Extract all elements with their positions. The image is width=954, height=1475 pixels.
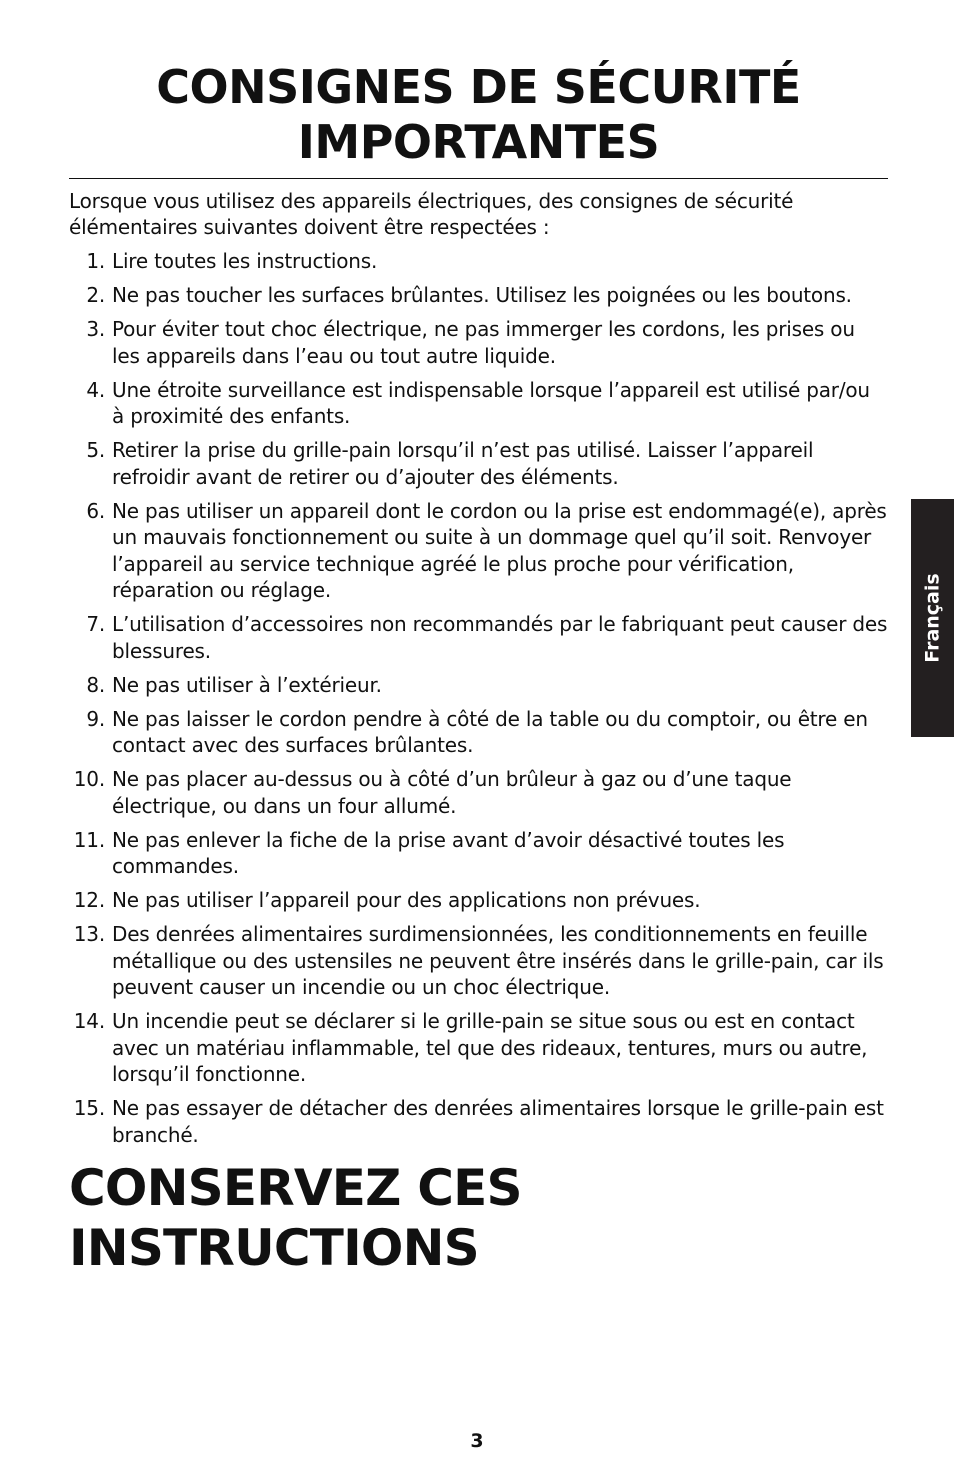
item-number: 11.: [73, 827, 105, 852]
instruction-item: [69, 611, 888, 664]
item-text: Ne pas enlever la fiche de la prise avant d’avoir désactivé toutes les commandes.: [112, 827, 785, 878]
item-number: 6.: [86, 498, 105, 523]
item-number: 15.: [73, 1096, 105, 1120]
item-number: 1.: [86, 249, 105, 273]
item-text: L’utilisation d’accessoires non recommandés par le fabriquant peut causer des blessures.: [112, 612, 888, 663]
page-number: 3: [470, 1430, 484, 1452]
instruction-item: [69, 827, 888, 880]
item-number: 5.: [86, 438, 105, 462]
title-divider: [69, 178, 888, 179]
item-text: Ne pas utiliser à l’extérieur.: [112, 672, 382, 697]
item-number: 3.: [86, 317, 105, 341]
item-text: Des denrées alimentaires surdimensionnées, les conditionnements en feuille métallique ou des ustensiles ne peuvent être insérés dans le grille-pain, car ils peuvent causer un incendie ou un choc électrique.: [112, 922, 884, 999]
item-text: Retirer la prise du grille-pain lorsqu’il n’est pas utilisé. Laisser l’appareil refroidir avant de retirer ou d’ajouter des éléments.: [112, 438, 814, 489]
document-page: [69, 60, 888, 1278]
instruction-item: [69, 887, 888, 914]
page-title: [69, 60, 888, 170]
item-number: 13.: [73, 922, 105, 946]
item-text: Ne pas laisser le cordon pendre à côté de la table ou du comptoir, ou être en contact avec des surfaces brûlantes.: [112, 706, 868, 757]
intro-paragraph: Lorsque vous utilisez des appareils électriques, des consignes de sécurité élémentaires suivantes doivent être respectées :: [69, 189, 794, 239]
item-number: 7.: [86, 612, 105, 636]
instruction-item: [69, 282, 888, 309]
item-text: Ne pas placer au-dessus ou à côté d’un brûleur à gaz ou d’une taque électrique, ou dans un four allumé.: [112, 767, 792, 818]
instruction-item: [69, 498, 888, 604]
instruction-item: [69, 921, 888, 1001]
item-text: Ne pas essayer de détacher des denrées alimentaires lorsque le grille-pain est branché.: [112, 1096, 884, 1147]
item-text: Ne pas utiliser un appareil dont le cordon ou la prise est endommagé(e), après un mauvais fonctionnement ou suite à un dommage quel qu’il soit. Renvoyer l’appareil au service technique agréé le plus proche pour vérification, réparation ou réglage.: [112, 498, 887, 602]
item-number: 8.: [86, 672, 105, 697]
language-tab-label: Français: [921, 573, 944, 663]
item-text: Pour éviter tout choc électrique, ne pas immerger les cordons, les prises ou les appareils dans l’eau ou tout autre liquide.: [112, 317, 855, 368]
instruction-item: [69, 248, 888, 275]
item-number: 4.: [86, 377, 105, 402]
instruction-item: [69, 1008, 888, 1088]
instruction-item: [69, 1095, 888, 1148]
instruction-item: [69, 437, 888, 490]
page-title-line2: IMPORTANTES: [297, 115, 660, 169]
instruction-item: [69, 766, 888, 819]
item-text: Ne pas toucher les surfaces brûlantes. Utilisez les poignées ou les boutons.: [112, 283, 852, 307]
closing-title: CONSERVEZ CES INSTRUCTIONS: [69, 1159, 522, 1277]
language-tab: [911, 499, 954, 737]
item-text: Ne pas utiliser l’appareil pour des applications non prévues.: [112, 888, 701, 912]
item-number: 14.: [73, 1009, 105, 1033]
instruction-item: [69, 377, 888, 430]
item-number: 2.: [86, 283, 105, 307]
instruction-item: [69, 672, 888, 699]
instruction-item: [69, 706, 888, 759]
item-number: 9.: [86, 706, 105, 731]
item-number: 10.: [73, 767, 105, 791]
item-number: 12.: [73, 888, 105, 912]
item-text: Un incendie peut se déclarer si le grille-pain se situe sous ou est en contact avec un matériau inflammable, tel que des rideaux, tentures, murs ou autre, lorsqu’il fonctionne.: [112, 1009, 868, 1086]
instruction-list: [69, 248, 888, 1148]
item-text: Une étroite surveillance est indispensable lorsque l’appareil est utilisé par/ou à proximité des enfants.: [112, 377, 870, 428]
page-title-line1: CONSIGNES DE SÉCURITÉ: [156, 60, 801, 114]
item-text: Lire toutes les instructions.: [112, 249, 378, 273]
instruction-item: [69, 316, 888, 369]
